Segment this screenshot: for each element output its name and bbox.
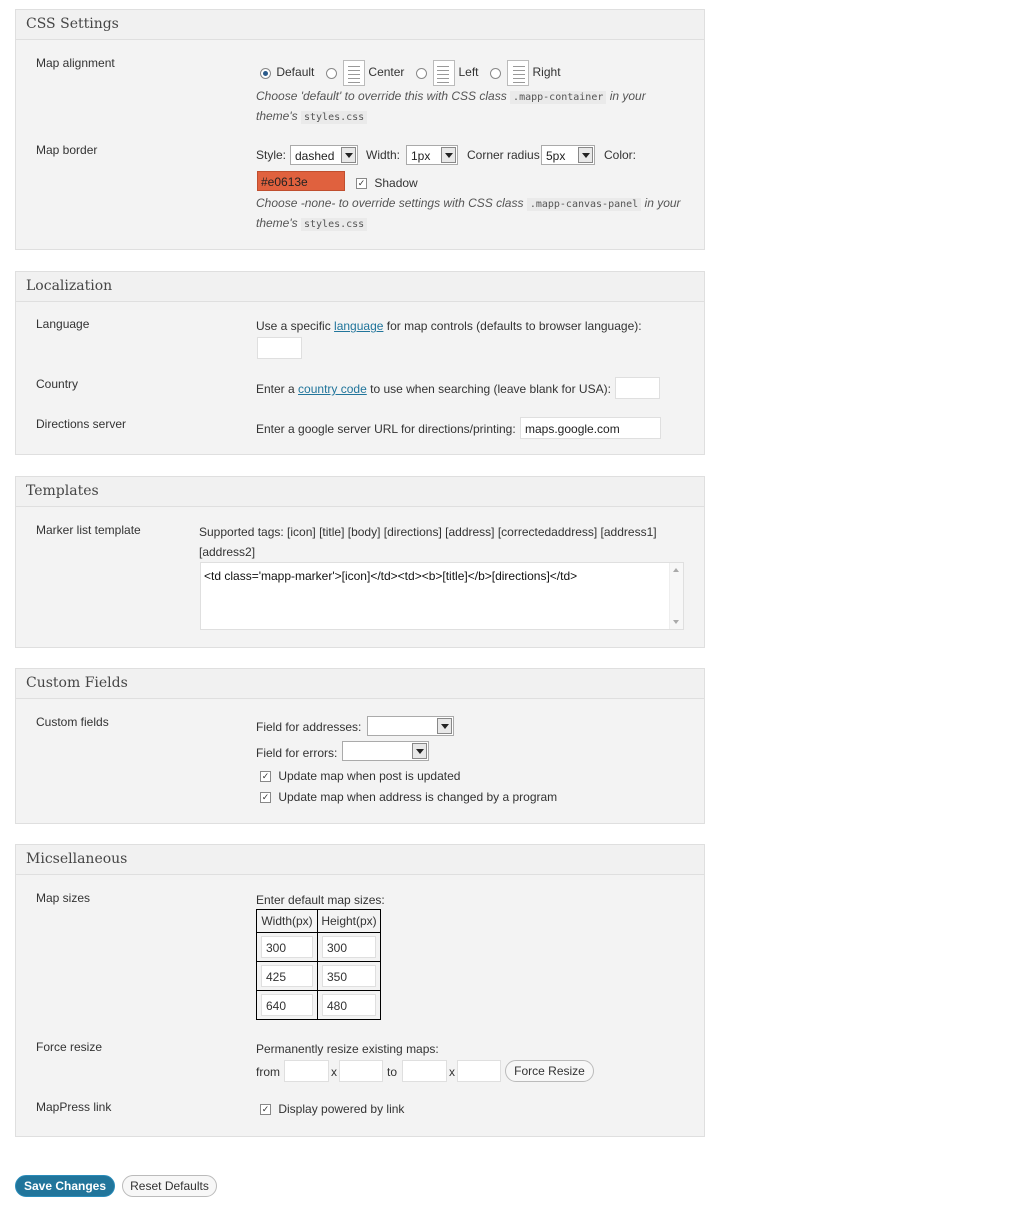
shadow-option <box>356 176 418 190</box>
field-errors-select[interactable] <box>342 741 429 761</box>
country-description <box>256 382 611 396</box>
table-row <box>257 962 381 991</box>
hint-text: Choose -none- to override settings with CSS class <box>256 196 524 210</box>
field-addresses-select[interactable] <box>367 716 454 736</box>
directions-description: Enter a google server URL for directions/printing: <box>256 422 516 436</box>
update-post-label: Update map when post is updated <box>278 769 461 783</box>
templates-panel <box>15 476 705 648</box>
table-cell <box>257 991 318 1020</box>
force-resize-label: Force resize <box>36 1040 103 1054</box>
language-link[interactable]: language <box>334 319 384 333</box>
height-input[interactable]: 300 <box>322 936 376 958</box>
custom-fields-header <box>16 669 704 699</box>
language-description <box>256 319 642 333</box>
custom-fields-panel <box>15 668 705 824</box>
select-value: 1px <box>411 149 431 163</box>
textarea-scrollbar[interactable] <box>669 563 683 629</box>
description-text: to use when searching (leave blank for USA): <box>370 382 611 396</box>
miscellaneous-header <box>16 845 704 875</box>
select-value: dashed <box>295 149 335 163</box>
map-border-label: Map border <box>36 143 98 157</box>
map-sizes-label: Map sizes <box>36 891 91 905</box>
field-errors-label: Field for errors: <box>256 746 338 760</box>
corner-radius-select[interactable] <box>541 145 595 165</box>
width-input[interactable]: 425 <box>261 965 313 987</box>
to-label: to <box>387 1065 398 1079</box>
table-cell <box>257 962 318 991</box>
update-program-option <box>260 790 557 804</box>
reset-defaults-button[interactable]: Reset Defaults <box>122 1175 217 1197</box>
hint-code: .mapp-canvas-panel <box>527 198 641 211</box>
select-value: 5px <box>546 149 566 163</box>
option-center-label: Center <box>368 65 405 80</box>
hint-file: styles.css <box>301 218 367 231</box>
field-addresses-label: Field for addresses: <box>256 720 362 734</box>
table-cell <box>318 962 381 991</box>
table-cell <box>318 933 381 962</box>
country-label: Country <box>36 377 79 391</box>
marker-list-label: Marker list template <box>36 523 141 537</box>
map-sizes-intro: Enter default map sizes: <box>256 893 385 907</box>
country-input[interactable] <box>615 377 660 399</box>
panel-title: CSS Settings <box>26 16 119 32</box>
align-center-icon <box>343 60 365 86</box>
to-height-input[interactable] <box>457 1060 501 1082</box>
hint-text: in your <box>644 196 681 210</box>
panel-title: Localization <box>26 278 113 294</box>
update-program-checkbox[interactable]: ✓ <box>261 792 270 803</box>
style-label: Style: <box>256 148 287 162</box>
option-right-label: Right <box>532 65 561 80</box>
localization-header <box>16 272 704 302</box>
from-width-input[interactable] <box>284 1060 329 1082</box>
table-header-row <box>257 910 381 933</box>
to-width-input[interactable] <box>402 1060 447 1082</box>
shadow-checkbox[interactable]: ✓ <box>357 178 366 189</box>
hint-text: theme's <box>256 109 298 123</box>
width-label: Width: <box>366 148 401 162</box>
powered-by-label: Display powered by link <box>278 1102 405 1116</box>
templates-header <box>16 477 704 507</box>
column-header-width: Width(px) <box>257 910 318 933</box>
scroll-up-icon[interactable] <box>673 568 679 572</box>
border-hint-line1 <box>256 196 681 210</box>
panel-title: Templates <box>26 483 99 499</box>
chevron-down-icon <box>341 147 356 163</box>
height-input[interactable]: 480 <box>322 994 376 1016</box>
alignment-options <box>260 60 561 86</box>
width-input[interactable]: 640 <box>261 994 313 1016</box>
language-label: Language <box>36 317 90 331</box>
chevron-down-icon <box>578 147 593 163</box>
table-cell <box>318 991 381 1020</box>
shadow-label: Shadow <box>374 176 418 190</box>
radio-right[interactable] <box>490 68 501 79</box>
hint-code: .mapp-container <box>510 91 606 104</box>
scroll-down-icon[interactable] <box>673 620 679 624</box>
chevron-down-icon <box>441 147 456 163</box>
localization-panel <box>15 271 705 455</box>
force-resize-button[interactable]: Force Resize <box>505 1060 594 1082</box>
hint-file: styles.css <box>301 111 367 124</box>
css-settings-panel <box>15 9 705 250</box>
border-width-select[interactable] <box>406 145 458 165</box>
times-label: x <box>331 1065 337 1079</box>
column-header-height: Height(px) <box>318 910 381 933</box>
custom-fields-label: Custom fields <box>36 715 109 729</box>
map-sizes-table <box>256 909 381 1020</box>
radio-default[interactable] <box>260 68 271 79</box>
mappress-link-label: MapPress link <box>36 1100 112 1114</box>
supported-tags-line2: [address2] <box>199 545 256 559</box>
radio-left[interactable] <box>416 68 427 79</box>
miscellaneous-panel <box>15 844 705 1137</box>
save-changes-button[interactable]: Save Changes <box>15 1175 115 1197</box>
from-label: from <box>256 1065 280 1079</box>
chevron-down-icon <box>412 743 427 759</box>
panel-title: Custom Fields <box>26 675 128 691</box>
marker-template-textarea[interactable] <box>200 562 684 630</box>
textarea-content: <td class='mapp-marker'>[icon]</td><td><b>[title]</b>[directions]</td> <box>204 569 578 583</box>
border-color-input[interactable]: #e0613e <box>257 171 345 191</box>
update-post-checkbox[interactable]: ✓ <box>261 771 270 782</box>
align-left-icon <box>433 60 455 86</box>
chevron-down-icon <box>437 718 452 734</box>
map-alignment-label: Map alignment <box>36 56 115 70</box>
border-style-select[interactable] <box>290 145 358 165</box>
hint-text: Choose 'default' to override this with CSS class <box>256 89 507 103</box>
table-row <box>257 933 381 962</box>
times-label: x <box>449 1065 455 1079</box>
alignment-hint-line2 <box>256 109 367 123</box>
force-resize-intro: Permanently resize existing maps: <box>256 1042 439 1056</box>
update-program-label: Update map when address is changed by a program <box>278 790 558 804</box>
country-code-link[interactable]: country code <box>298 382 367 396</box>
css-settings-header <box>16 10 704 40</box>
hint-text: theme's <box>256 216 298 230</box>
option-default-label: Default <box>276 65 315 80</box>
table-row <box>257 991 381 1020</box>
border-hint-line2 <box>256 216 367 230</box>
update-post-option <box>260 769 460 783</box>
powered-by-checkbox[interactable]: ✓ <box>261 1104 270 1115</box>
supported-tags-line1: Supported tags: [icon] [title] [body] [directions] [address] [correctedaddress] [address1] <box>199 525 657 539</box>
panel-title: Micsellaneous <box>26 851 128 867</box>
table-cell <box>257 933 318 962</box>
powered-by-option <box>260 1102 404 1116</box>
directions-server-input[interactable]: maps.google.com <box>520 417 661 439</box>
directions-server-label: Directions server <box>36 417 127 431</box>
hint-text: in your <box>609 89 646 103</box>
alignment-hint-line1 <box>256 89 646 103</box>
height-input[interactable]: 350 <box>322 965 376 987</box>
description-text: Enter a <box>256 382 295 396</box>
description-text: Use a specific <box>256 319 331 333</box>
corner-radius-label: Corner radius <box>467 148 540 162</box>
align-right-icon <box>507 60 529 86</box>
from-height-input[interactable] <box>339 1060 383 1082</box>
option-left-label: Left <box>458 65 479 80</box>
description-text: for map controls (defaults to browser language): <box>386 319 642 333</box>
language-input[interactable] <box>257 337 302 359</box>
width-input[interactable]: 300 <box>261 936 313 958</box>
color-label: Color: <box>604 148 637 162</box>
radio-center[interactable] <box>326 68 337 79</box>
